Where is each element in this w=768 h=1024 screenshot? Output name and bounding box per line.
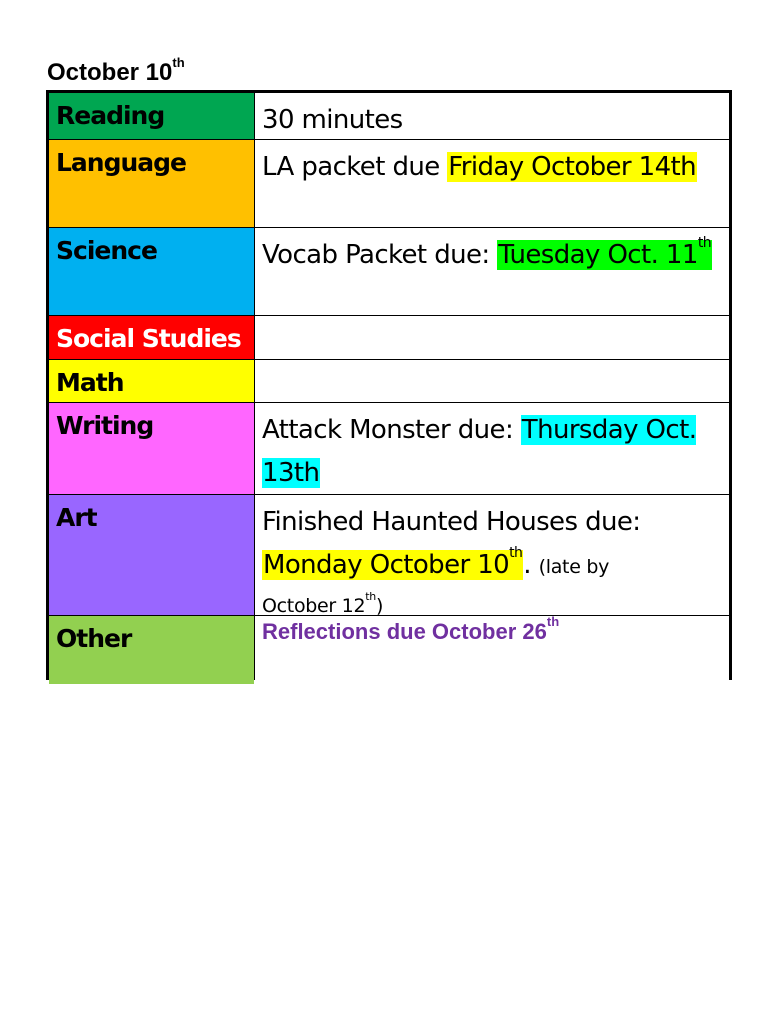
due-date-highlight xyxy=(497,235,712,270)
task-punctuation: . xyxy=(523,550,539,580)
late-note-line-2 xyxy=(262,589,723,615)
task-text: Attack Monster due: xyxy=(262,415,521,445)
subject-label: Language xyxy=(56,148,187,177)
subject-label: Social Studies xyxy=(56,324,241,353)
late-note-superscript: th xyxy=(365,589,376,603)
subject-cell-social-studies xyxy=(49,316,254,359)
subject-label: Writing xyxy=(56,411,154,440)
task-text: Finished Haunted Houses due: xyxy=(262,507,641,537)
due-date-highlight xyxy=(262,545,523,580)
subject-label: Science xyxy=(56,236,157,265)
subject-label: Reading xyxy=(56,101,165,130)
homework-table xyxy=(46,90,732,680)
subject-cell-art xyxy=(49,495,254,615)
task-cell-social-studies xyxy=(255,316,729,359)
due-date-superscript: th xyxy=(509,545,523,562)
due-date-text: Tuesday Oct. 11 xyxy=(498,240,698,270)
task-cell-math xyxy=(255,360,729,402)
due-date-highlight: Thursday Oct. 13th xyxy=(262,415,697,488)
subject-cell-science xyxy=(49,228,254,315)
subject-cell-language xyxy=(49,140,254,227)
subject-cell-math xyxy=(49,360,254,402)
task-cell-art xyxy=(255,495,729,615)
task-text: LA packet due xyxy=(262,152,448,182)
subject-cell-reading xyxy=(49,93,254,139)
due-date-text: Monday October 10 xyxy=(263,550,510,580)
subject-label: Other xyxy=(56,624,132,653)
task-cell-writing xyxy=(255,403,729,494)
task-cell-reading xyxy=(255,93,729,139)
late-note-part-1: (late by xyxy=(538,556,610,578)
task-text: Vocab Packet due: xyxy=(262,240,498,270)
task-cell-science xyxy=(255,228,729,315)
task-text: Reflections due October 26 xyxy=(262,619,547,644)
page-title-superscript: th xyxy=(172,55,185,70)
late-note-date: October 12 xyxy=(262,595,366,615)
subject-cell-writing xyxy=(49,403,254,494)
subject-label: Math xyxy=(56,368,124,397)
task-cell-language xyxy=(255,140,729,227)
due-date-highlight: Friday October 14th xyxy=(448,152,697,182)
task-cell-other xyxy=(255,616,729,684)
subject-cell-other xyxy=(49,616,254,684)
task-text: 30 minutes xyxy=(262,105,403,135)
page-title xyxy=(47,52,185,88)
task-superscript: th xyxy=(546,616,560,629)
late-note-close: ) xyxy=(375,595,384,615)
page-title-text: October 10 xyxy=(47,59,173,86)
due-date-superscript: th xyxy=(697,235,711,252)
subject-label: Art xyxy=(56,503,97,532)
